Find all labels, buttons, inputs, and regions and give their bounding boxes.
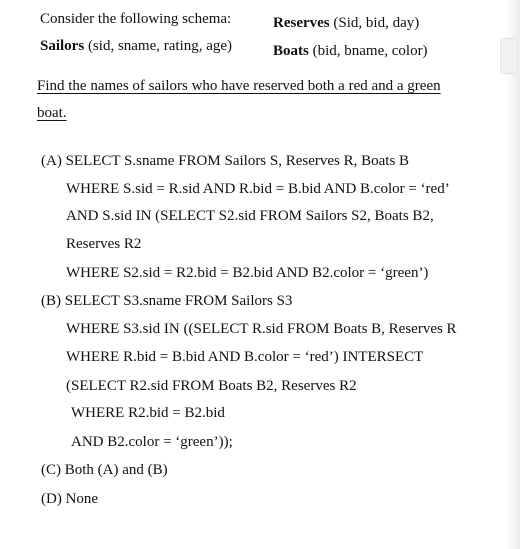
boats-fields: (bid, bname, color) [308, 43, 428, 59]
question-line-1: Find the names of sailors who have reserved both a red and a green [37, 78, 441, 94]
option-b-line: (SELECT R2.sid FROM Boats B2, Reserves R2 [66, 378, 357, 394]
option-a-line: WHERE S.sid = R.sid AND R.bid = B.bid AND B.color = ‘red’ [66, 181, 450, 197]
watermark-logo [500, 38, 518, 74]
option-b-line: AND B2.color = ‘green’)); [71, 434, 233, 450]
option-b-line: WHERE R2.bid = B2.bid [71, 405, 225, 421]
option-a-line: AND S.sid IN (SELECT S2.sid FROM Sailors S2, Boats B2, [66, 208, 434, 224]
question-line-2: boat. [37, 105, 67, 121]
option-a-line: (A) SELECT S.sname FROM Sailors S, Reserves R, Boats B [41, 153, 410, 169]
sailors-fields: (sid, sname, rating, age) [84, 38, 233, 54]
option-a-line: Reserves R2 [66, 236, 142, 252]
option-b-line: (B) SELECT S3.sname FROM Sailors S3 [41, 293, 293, 309]
sailors-table-name: Sailors [40, 38, 85, 54]
boats-schema [273, 42, 428, 60]
option-b-line: WHERE R.bid = B.bid AND B.color = ‘red’) INTERSECT [66, 349, 424, 365]
option-c: (C) Both (A) and (B) [41, 462, 168, 478]
boats-table-name: Boats [273, 43, 309, 59]
option-b-line: WHERE S3.sid IN ((SELECT R.sid FROM Boats B, Reserves R [66, 321, 457, 337]
reserves-table-name: Reserves [273, 15, 330, 31]
reserves-fields: (Sid, bid, day) [329, 15, 420, 31]
option-d: (D) None [41, 491, 99, 507]
watermark-edge [506, 0, 520, 549]
sailors-schema [40, 37, 232, 55]
schema-intro: Consider the following schema: [40, 11, 232, 27]
reserves-schema [273, 14, 419, 32]
option-a-line: WHERE S2.sid = R2.bid = B2.bid AND B2.color = ‘green’) [66, 265, 429, 281]
